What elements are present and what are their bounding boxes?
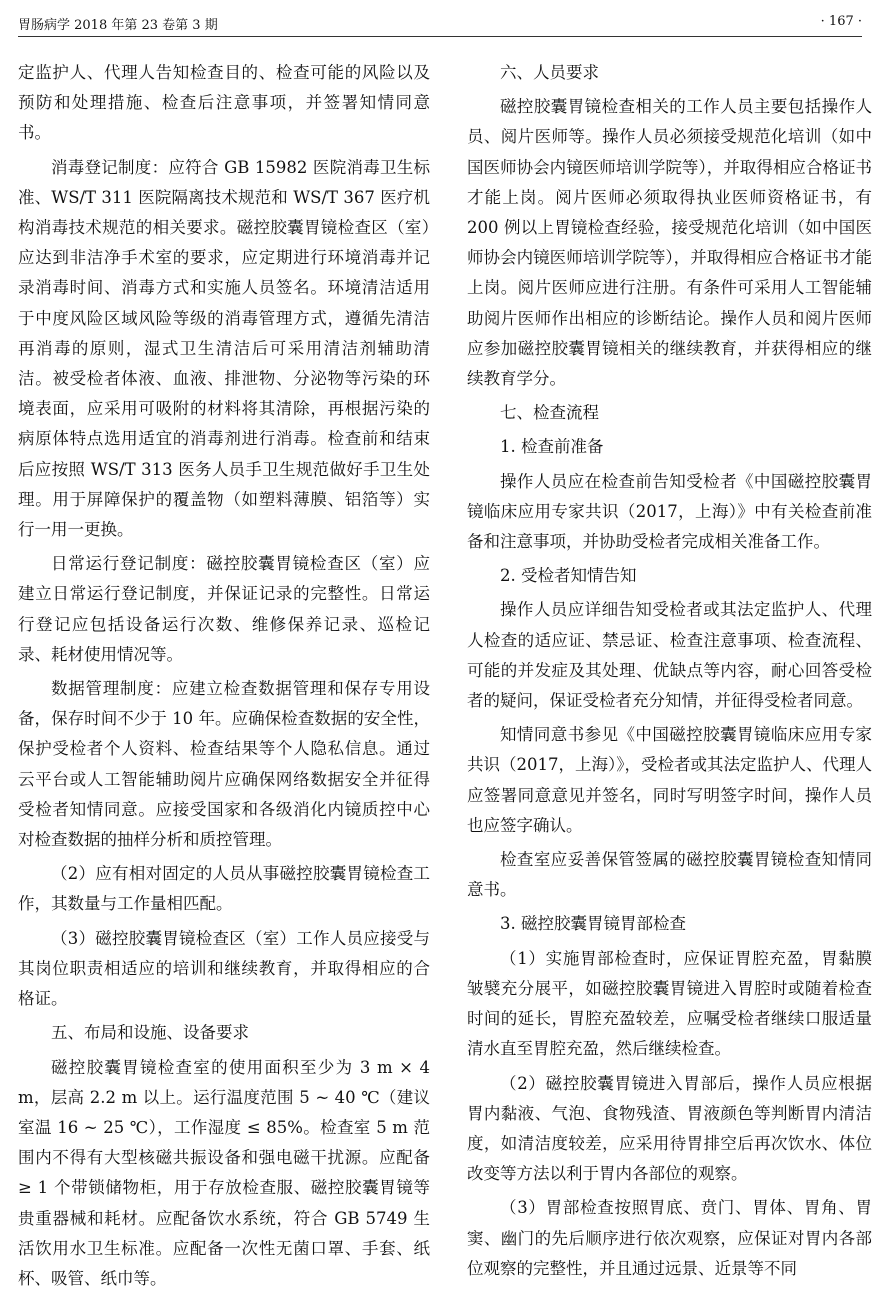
section-heading: 七、检查流程 — [500, 403, 599, 423]
paragraph: 知情同意书参见《中国磁控胶囊胃镜临床应用专家共识（2017，上海）》，受检者或其法定监护人、代理人应签署同意意见并签名，同时写明签字时间，操作人员也应签字确认。 — [467, 725, 872, 835]
right-column — [467, 58, 872, 1288]
paragraph: （3）胃部检查按照胃底、贲门、胃体、胃角、胃窦、幽门的先后顺序进行依次观察，应保证对胃内各部位观察的完整性，并且通过远景、近景等不同 — [467, 1198, 872, 1278]
paragraph: 操作人员应在检查前告知受检者《中国磁控胶囊胃镜临床应用专家共识（2017，上海）》中有关检查前准备和注意事项，并协助受检者完成相关准备工作。 — [467, 471, 872, 552]
paragraph: 磁控胶囊胃镜检查相关的工作人员主要包括操作人员、阅片医师等。操作人员必须接受规范化培训（如中国医师协会内镜医师培训学院等），并取得相应合格证书才能上岗。阅片医师必须取得执业医师资格证书，有 200 例以上胃镜检查经验，接受规范化培训（如中国医师协会内镜医师培训学院等），并取得相应合格证书才能上岗。阅片医师应进行注册。有条件可采用人工智能辅助阅片医师作出相应的诊断结论。操作人员和阅片医师应参加磁控胶囊胃镜相关的继续教育，并获得相应的继续教育学分。 — [467, 97, 872, 389]
left-column — [18, 58, 430, 1298]
subsection-heading: 2. 受检者知情告知 — [500, 566, 637, 586]
page-number: · 167 · — [820, 14, 862, 29]
paragraph: （2）磁控胶囊胃镜进入胃部后，操作人员应根据胃内黏液、气泡、食物残渣、胃液颜色等判断胃内清洁度，如清洁度较差，应采用待胃排空后再次饮水、体位改变等方法以利于胃内各部位的观察。 — [467, 1073, 872, 1184]
paragraph: 磁控胶囊胃镜检查室的使用面积至少为 3 m × 4 m，层高 2.2 m 以上。运行温度范围 5 ~ 40 ℃（建议室温 16 ~ 25 ℃），工作湿度 ≤ 85%。检查室 5 m 范围内不得有大型核磁共振设备和强电磁干扰源。应配备 ≥ 1 个带锁储物柜，用于存放检查服、磁控胶囊胃镜等贵重器械和耗材。应配备饮水系统，符合 GB 5749 生活饮用水卫生标准。应配备一次性无菌口罩、手套、纸杯、吸管、纸巾等。 — [18, 1057, 430, 1288]
paragraph: （3）磁控胶囊胃镜检查区（室）工作人员应接受与其岗位职责相适应的培训和继续教育，并取得相应的合格证。 — [18, 928, 430, 1009]
subsection-heading: 1. 检查前准备 — [500, 437, 604, 457]
header-rule — [18, 36, 862, 37]
running-header-journal: 胃肠病学 2018 年第 23 卷第 3 期 — [18, 18, 218, 33]
paragraph: 日常运行登记制度：磁控胶囊胃镜检查区（室）应建立日常运行登记制度，并保证记录的完整性。日常运行登记应包括设备运行次数、维修保养记录、巡检记录、耗材使用情况等。 — [18, 554, 430, 664]
paragraph: 操作人员应详细告知受检者或其法定监护人、代理人检查的适应证、禁忌证、检查注意事项、检查流程、可能的并发症及其处理、优缺点等内容，耐心回答受检者的疑问，保证受检者充分知情，并征得受检者同意。 — [467, 600, 872, 711]
paragraph: 检查室应妥善保管签属的磁控胶囊胃镜检查知情同意书。 — [467, 850, 872, 900]
section-heading: 六、人员要求 — [500, 63, 599, 82]
paragraph: 数据管理制度：应建立检查数据管理和保存专用设备，保存时间不少于 10 年。应确保检查数据的安全性，保护受检者个人资料、检查结果等个人隐私信息。通过云平台或人工智能辅助阅片应确保网络数据安全并征得受检者知情同意。应接受国家和各级消化内镜质控中心对检查数据的抽样分析和质控管理。 — [18, 679, 430, 850]
subsection-heading: 3. 磁控胶囊胃镜胃部检查 — [500, 914, 686, 934]
paragraph: （1）实施胃部检查时，应保证胃腔充盈，胃黏膜皱襞充分展平，如磁控胶囊胃镜进入胃腔时或随着检查时间的延长，胃腔充盈较差，应嘱受检者继续口服适量清水直至胃腔充盈，然后继续检查。 — [467, 948, 872, 1059]
section-heading: 五、布局和设施、设备要求 — [51, 1023, 249, 1043]
paragraph: （2）应有相对固定的人员从事磁控胶囊胃镜检查工作，其数量与工作量相匹配。 — [18, 864, 430, 914]
paragraph: 消毒登记制度：应符合 GB 15982 医院消毒卫生标准、WS/T 311 医院隔离技术规范和 WS/T 367 医疗机构消毒技术规范的相关要求。磁控胶囊胃镜检查区（室）应达到非洁净手术室的要求，应定期进行环境消毒并记录消毒时间、消毒方式和实施人员签名。环境清洁适用于中度风险区域风险等级的消毒管理方式，遵循先清洁再消毒的原则，湿式卫生清洁后可采用清洁剂辅助清洁。被受检者体液、血液、排泄物、分泌物等污染的环境表面，应采用可吸附的材料将其清除，再根据污染的病原体特点选用适宜的消毒剂进行消毒。检查前和结束后应按照 WS/T 313 医务人员手卫生规范做好手卫生处理。用于屏障保护的覆盖物（如塑料薄膜、铝箔等）实行一用一更换。 — [18, 157, 430, 540]
paragraph: 定监护人、代理人告知检查目的、检查可能的风险以及预防和处理措施、检查后注意事项，并签署知情同意书。 — [18, 63, 430, 143]
